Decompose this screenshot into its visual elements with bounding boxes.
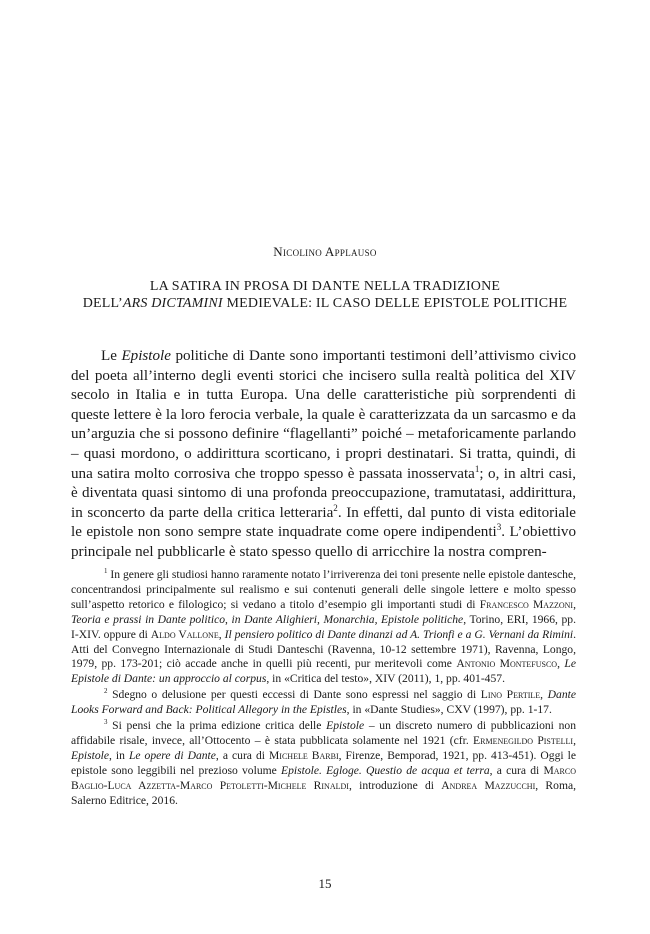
footnote-ref-3[interactable]: 3 [496, 522, 502, 533]
footnote-ref-2[interactable]: 2 [333, 502, 338, 513]
footnote-ref-1[interactable]: 1 [474, 463, 480, 474]
title-line-1: LA SATIRA IN PROSA DI DANTE NELLA TRADIZIONE [149, 279, 501, 294]
essay-title [40, 278, 610, 312]
footnote-3: $^3$ Si pensi che la prima edizione critica delle Epistole – un discreto numero di pubblicazioni non affidabile risale, invece, all’Ottocento – è stata pubblicata solamente nel 1921 (cfr. Ermenegildo Pistelli, Epistole, in Le opere di Dante, a cura di Michele Barbi, Firenze, Bemporad, 1921, pp. 413-451). Oggi le epistole sono leggibili nel prezioso volume Epistole. Egloge. Questio de acqua et terra, a cura di Marco Baglio-Luca Azzetta-Marco Petoletti-Michele Rinaldi, introduzione di Andrea Mazzucchi, Roma, Salerno Editrice, 2016. [71, 718, 577, 807]
footnote-1: $^1$ In genere gli studiosi hanno raramente notato l’irriverenza dei toni presente nelle epistole dantesche, concentrandosi principalmente sul realismo e sui contenuti generali delle singole lettere e molto spesso sull’aspetto retorico e filologico; si vedano a titolo d’esempio gli importanti studi di Francesco Mazzoni, Teoria e prassi in Dante politico, in Dante Alighieri, Monarchia, Epistole politiche, Torino, ERI, 1966, pp. I-XIV. oppure di Aldo Vallone, Il pensiero politico di Dante dinanzi ad A. Trionfi e a G. Vernani da Rimini. Atti del Convegno Internazionale di Studi Danteschi (Ravenna, 10-12 settembre 1971), Ravenna, Longo, 1979, pp. 173-201; ciò accade anche in quelli più recenti, pur meritevoli come Antonio Montefusco, Le Epistole di Dante: un approccio al corpus, in «Critica del testo», XIV (2011), 1, pp. 401-457. [71, 567, 576, 686]
body-paragraph: Le Epistole politiche di Dante sono importanti testimoni dell’attivismo civico del poeta all’interno degli eventi storici che incisero sulla realtà politica del XIV secolo in Italia e in tutta Europa. Una delle caratteristiche più sorprendenti di queste lettere è la loro ferocia verbale, la quale è caratterizzata da un sarcasmo e da un’arguzia che si possono definire “flagellanti” poiché – metaforicamente parlando – quasi mordono, o addirittura scorticano, i propri destinatari. Si tratta, quindi, di una satira molto corrosiva che troppo spesso è passata inosservata$^1$; o, in altri casi, è diventata quasi sintomo di una profonda preoccupazione, tramutatasi, addirittura, in sconcerto da parte della critica letteraria$^2$. In effetti, dal punto di vista editoriale le epistole non sono sempre state inquadrate come opere indipendenti$^3$. L’obiettivo principale nel pubblicarle è stato spesso quello di arricchire la nostra compren- [71, 348, 577, 560]
page-number: 15 [318, 876, 332, 891]
footnote-2: $^2$ Sdegno o delusione per questi eccessi di Dante sono espressi nel saggio di Lino Pertile, Dante Looks Forward and Back: Political Allegory in the Epistles, in «Dante Studies», CXV (1997), pp. 1-17. [71, 687, 576, 717]
author-name: Nicolino Applauso [273, 244, 377, 259]
footnotes [71, 568, 576, 810]
title-line-2: DELL’ARS DICTAMINI MEDIEVALE: IL CASO DELLE EPISTOLE POLITICHE [82, 296, 568, 311]
